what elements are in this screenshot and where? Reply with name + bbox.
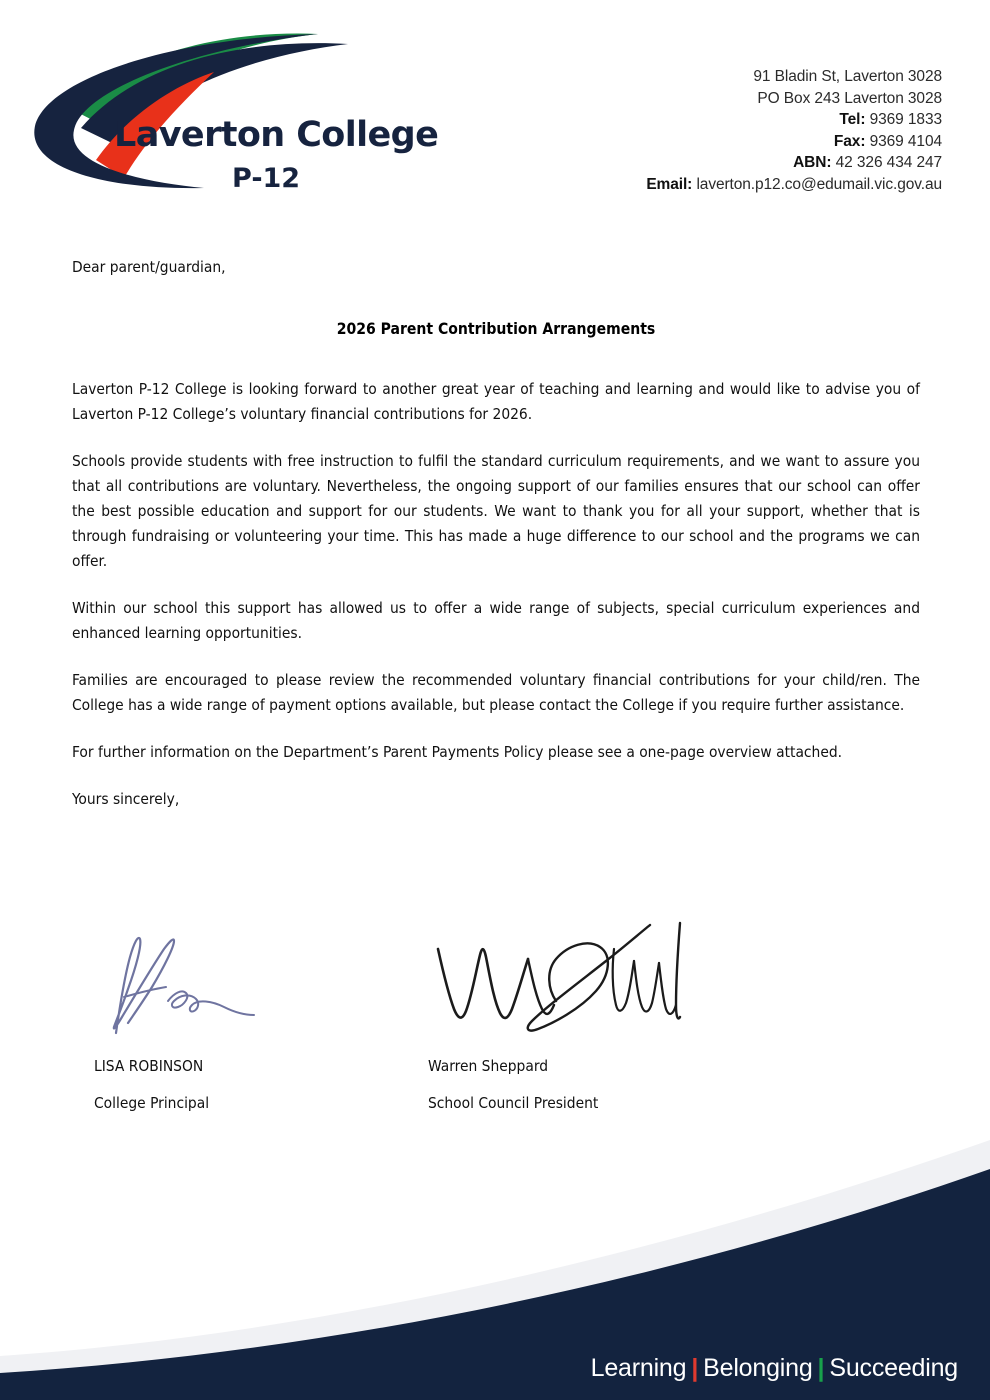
footer-tagline <box>591 1353 958 1383</box>
body-paragraph: Families are encouraged to please review the recommended voluntary financial contributions for your child/ren. The College has a wide range of payment options available, but please contact the College if you require further assistance. <box>72 671 920 714</box>
body-paragraph: For further information on the Department’s Parent Payments Policy please see a one-page overview attached. <box>72 743 843 761</box>
email-label: Email: <box>646 175 693 193</box>
warren-sheppard-signature <box>428 905 693 1055</box>
tagline-word-learning: Learning <box>590 1354 687 1382</box>
signatory-council-president <box>428 905 693 1114</box>
tagline-word-belonging: Belonging <box>703 1354 813 1382</box>
lisa-robinson-signature <box>94 905 279 1055</box>
letter-title: 2026 Parent Contribution Arrangements <box>336 320 656 338</box>
body-paragraph: Laverton P-12 College is looking forward to another great year of teaching and learning and would like to advise you of Laverton P-12 College’s voluntary financial contributions for 2026. <box>72 380 920 423</box>
tagline-separator-green: | <box>817 1354 825 1382</box>
abn-line <box>646 152 942 174</box>
email-line <box>646 174 942 196</box>
body-paragraph: Within our school this support has allowed us to offer a wide range of subjects, special curriculum experiences and enhanced learning opportunities. <box>72 599 920 642</box>
body-paragraph: Schools provide students with free instruction to fulfil the standard curriculum requirements, and we want to assure you that all contributions are voluntary. Nevertheless, the ongoing support of our families ensures that our school can offer the best possible education and support for our students. We want to thank you for all your support, whether that is through fundraising or volunteering your time. This has made a huge difference to our school and the programs we can offer. <box>72 452 920 570</box>
tagline-word-succeeding: Succeeding <box>829 1354 958 1382</box>
letterhead <box>0 0 990 210</box>
address-line-1: 91 Bladin St, Laverton 3028 <box>753 68 942 85</box>
signatory-name: LISA ROBINSON <box>94 1057 204 1075</box>
logo-subtitle: P-12 <box>232 163 301 194</box>
salutation: Dear parent/guardian, <box>72 258 226 276</box>
telephone-label: Tel: <box>839 111 866 128</box>
school-logo <box>18 22 438 197</box>
telephone-line <box>646 109 942 131</box>
logo-wordmark: Laverton College <box>114 115 439 155</box>
abn-value: 42 326 434 247 <box>835 154 942 171</box>
signatory-principal <box>94 905 279 1114</box>
contact-details <box>646 66 942 195</box>
fax-label: Fax: <box>833 132 866 150</box>
logo-swoosh-icon <box>18 22 438 197</box>
signatory-title: College Principal <box>94 1094 210 1112</box>
abn-label: ABN: <box>793 154 832 171</box>
closing-line: Yours sincerely, <box>72 790 180 808</box>
signatory-name: Warren Sheppard <box>428 1057 549 1075</box>
letter-body <box>72 255 920 812</box>
signature-block <box>72 905 772 1180</box>
tagline-separator-red: | <box>691 1354 699 1382</box>
fax-value: 9369 4104 <box>869 132 942 150</box>
telephone-value: 9369 1833 <box>869 111 942 128</box>
email-value[interactable]: laverton.p12.co@edumail.vic.gov.au <box>696 175 942 193</box>
footer <box>0 1140 990 1400</box>
fax-line <box>646 131 942 153</box>
signatory-title: School Council President <box>428 1094 599 1112</box>
address-line-2: PO Box 243 Laverton 3028 <box>757 89 942 107</box>
